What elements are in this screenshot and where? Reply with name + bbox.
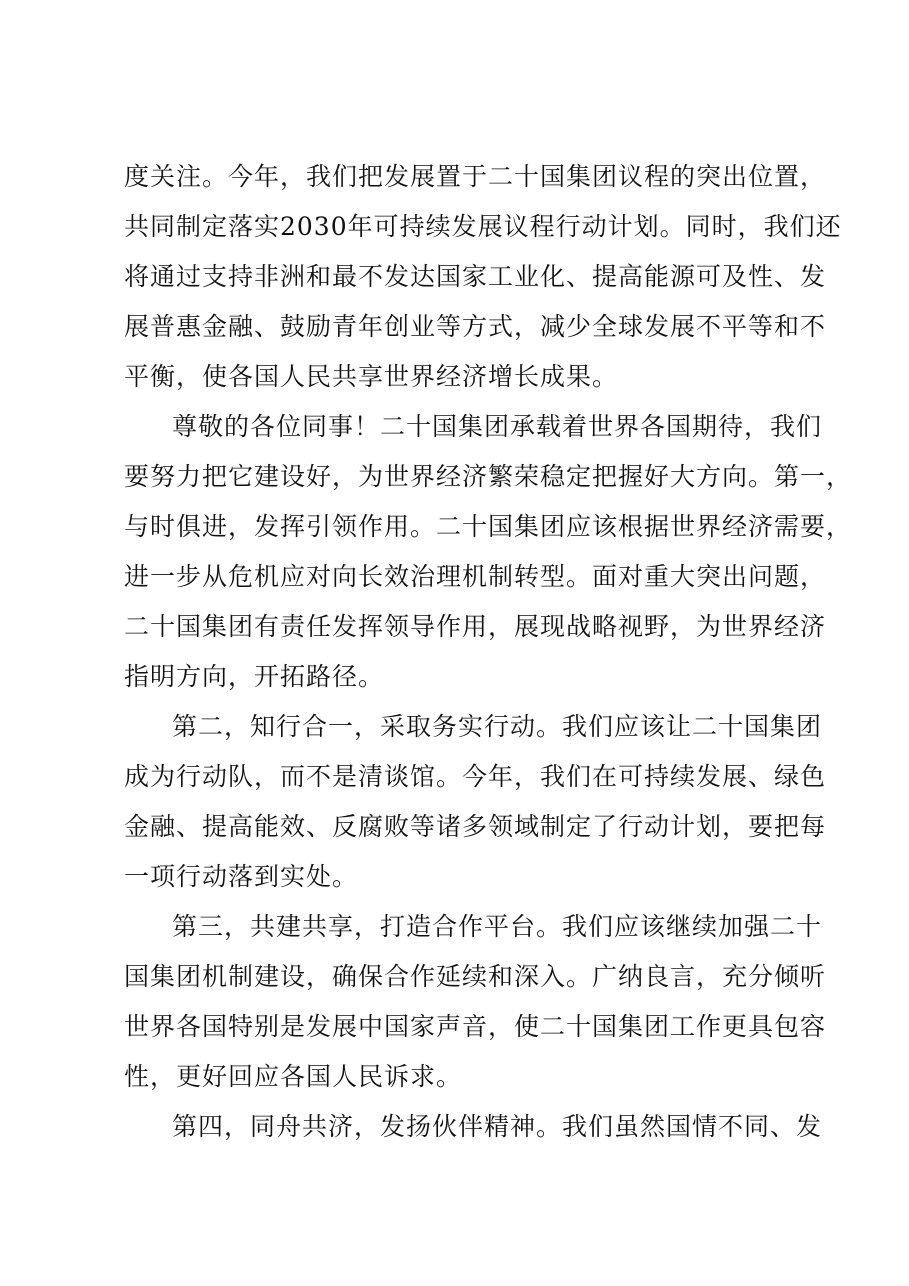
- text-line: 世界各国特别是发展中国家声音，使二十国集团工作更具包容: [124, 1012, 827, 1041]
- text-line: 将通过支持非洲和最不发达国家工业化、提高能源可及性、发: [124, 262, 827, 291]
- text-line: 共同制定落实2030年可持续发展议程行动计划。同时，我们还: [124, 212, 842, 241]
- text-line: 进一步从危机应对向长效治理机制转型。面对重大突出问题，: [124, 562, 827, 591]
- text-line: 度关注。今年，我们把发展置于二十国集团议程的突出位置，: [124, 162, 827, 191]
- paragraph-first-line: 第三，共建共享，打造合作平台。我们应该继续加强二十: [172, 912, 823, 941]
- text-line: 成为行动队，而不是清谈馆。今年，我们在可持续发展、绿色: [124, 762, 827, 791]
- text-line: 平衡，使各国人民共享世界经济增长成果。: [124, 362, 619, 391]
- text-line: 二十国集团有责任发挥领导作用，展现战略视野，为世界经济: [124, 612, 827, 641]
- text-line: 展普惠金融、鼓励青年创业等方式，减少全球发展不平等和不: [124, 312, 827, 341]
- paragraph-first-line: 第二，知行合一，采取务实行动。我们应该让二十国集团: [172, 712, 823, 741]
- paragraph-first-line: 尊敬的各位同事！二十国集团承载着世界各国期待，我们: [172, 412, 823, 441]
- text-line: 金融、提高能效、反腐败等诸多领域制定了行动计划，要把每: [124, 812, 827, 841]
- text-line: 要努力把它建设好，为世界经济繁荣稳定把握好大方向。第一，: [124, 462, 853, 491]
- text-line: 一项行动落到实处。: [124, 862, 359, 891]
- text-line: 与时俱进，发挥引领作用。二十国集团应该根据世界经济需要，: [124, 512, 853, 541]
- text-line: 国集团机制建设，确保合作延续和深入。广纳良言，充分倾听: [124, 962, 827, 991]
- text-line: 指明方向，开拓路径。: [124, 662, 385, 691]
- paragraph-first-line: 第四，同舟共济，发扬伙伴精神。我们虽然国情不同、发: [172, 1112, 823, 1141]
- text-line: 性，更好回应各国人民诉求。: [124, 1062, 463, 1091]
